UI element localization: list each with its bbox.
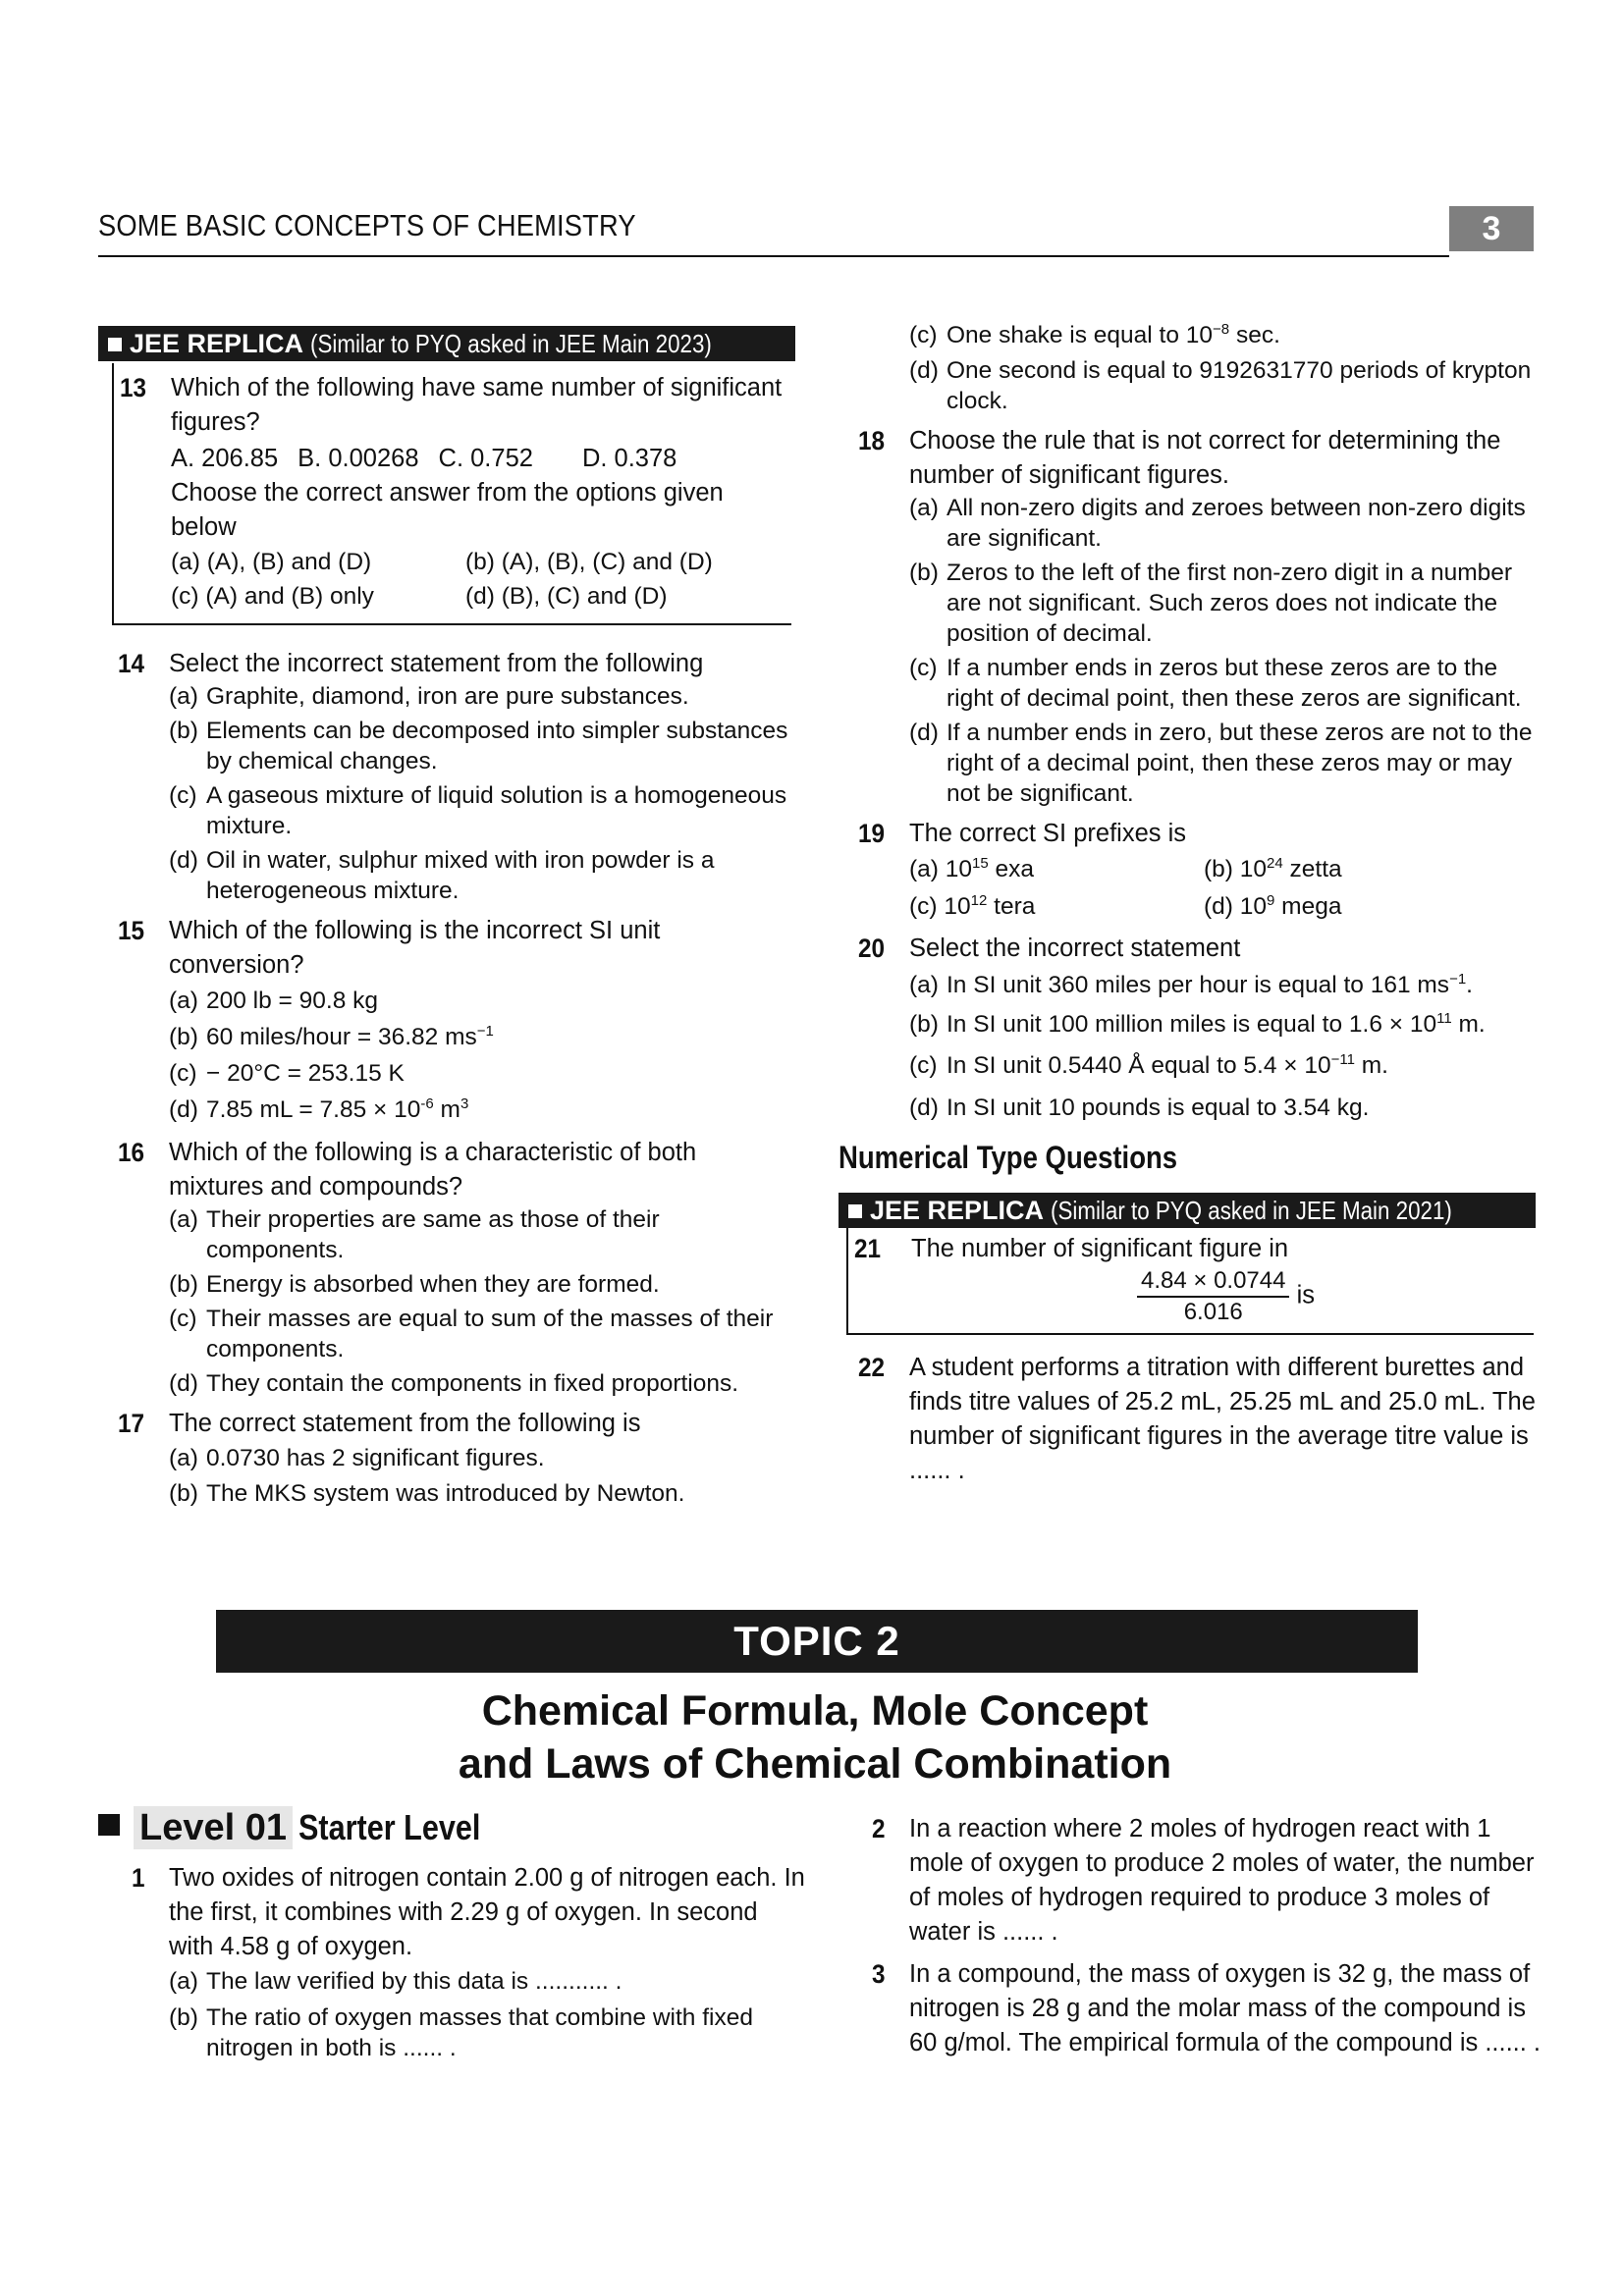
option: (b) 60 miles/hour = 36.82 $ms^{-1}$ xyxy=(169,1022,494,1050)
option: (a) $10^{15}$ exa xyxy=(909,854,1035,882)
question-text: Two oxides of nitrogen contain 2.00 g of nitrogen each. In the first, it combines with 2.29 g of oxygen. In second with 4.58 g of oxygen. xyxy=(169,1864,805,1960)
option: (c) One shake is equal to $10^{-8}$ sec. xyxy=(909,320,1280,348)
question-number: 19 xyxy=(858,819,886,848)
fraction-numerator: 4.84 × 0.0744 xyxy=(1137,1266,1289,1298)
question-text: The number of significant figure in xyxy=(911,1235,1289,1262)
jee-label: JEE REPLICA xyxy=(870,1196,1045,1225)
option-grid xyxy=(909,851,1545,888)
option: (a) Their properties are same as those of their components. xyxy=(169,1206,660,1263)
topic2-right-column xyxy=(839,1812,1545,2060)
option: (c) If a number ends in zeros but these zeros are to the right of decimal point, then these zeros are significant. xyxy=(909,655,1522,712)
square-bullet-icon xyxy=(108,338,122,351)
option: (a) 0.0730 has 2 significant figures. xyxy=(169,1445,545,1471)
option: (b) (A), (B), (C) and (D) xyxy=(465,549,713,575)
question-number: 20 xyxy=(858,934,886,963)
question-22 xyxy=(839,1351,1545,1488)
fraction-expression xyxy=(1137,1266,1534,1327)
option: (d) (B), (C) and (D) xyxy=(465,583,668,610)
option-grid xyxy=(171,579,791,614)
section-heading: Numerical Type Questions xyxy=(839,1140,1178,1175)
question-15 xyxy=(98,914,795,983)
question-number: 2 xyxy=(872,1814,886,1843)
option: (b) Zeros to the left of the first non-zero digit in a number are not significant. Such zeros does not indicate the position of decimal. xyxy=(909,560,1513,647)
option: (b) The ratio of oxygen masses that combine with fixed nitrogen in both is ...... . xyxy=(169,2004,753,2061)
question-3 xyxy=(839,1957,1545,2060)
question-20 xyxy=(839,932,1545,966)
option: (d) $10^9$ mega xyxy=(1204,891,1342,920)
question-18 xyxy=(839,424,1545,493)
question-text: Which of the following is the incorrect SI unit conversion? xyxy=(169,917,661,979)
choice: A. 206.85 xyxy=(171,445,279,472)
fraction-denominator: 6.016 xyxy=(1183,1299,1243,1325)
jee-subtitle: (Similar to PYQ asked in JEE Main 2021) xyxy=(1051,1196,1453,1225)
question-2 xyxy=(839,1812,1545,1949)
header-rule xyxy=(98,255,1449,257)
option: (d) They contain the components in fixed proportions. xyxy=(169,1370,739,1397)
question-number: 22 xyxy=(858,1353,886,1382)
option: (b) In SI unit 100 million miles is equal to $1.6 \times 10^{11}$ m. xyxy=(909,1009,1486,1038)
jee-subtitle: (Similar to PYQ asked in JEE Main 2023) xyxy=(310,329,713,358)
option: (a) (A), (B) and (D) xyxy=(171,549,372,575)
question-text: Select the incorrect statement from the following xyxy=(169,650,704,677)
question-17 xyxy=(98,1407,795,1441)
question-text: The correct SI prefixes is xyxy=(909,820,1187,847)
question-text: In a reaction where 2 moles of hydrogen react with 1 mole of oxygen to produce 2 moles of water, the number of moles of hydrogen required to produce 3 moles of water is ...... . xyxy=(909,1815,1535,1946)
jee-question-box xyxy=(112,363,791,625)
question-number: 21 xyxy=(854,1234,882,1263)
question-text: A student performs a titration with different burettes and finds titre values of 25.2 mL, 25.25 mL and 25.0 mL. The number of significant figures in the average titre value is ...... . xyxy=(909,1354,1536,1484)
question-text: In a compound, the mass of oxygen is 32 g, the mass of nitrogen is 28 g and the molar mass of the compound is 60 g/mol. The empirical formula of the compound is ...... . xyxy=(909,1960,1541,2056)
question-text: Which of the following have same number of significant figures? xyxy=(171,374,783,436)
level-heading xyxy=(98,1806,513,1849)
option: (b) Energy is absorbed when they are formed. xyxy=(169,1271,660,1298)
question-text: The correct statement from the following is xyxy=(169,1410,641,1437)
level-label: Starter Level xyxy=(298,1807,481,1847)
jee-label: JEE REPLICA xyxy=(130,329,304,358)
question-14 xyxy=(98,647,795,681)
option: (a) Graphite, diamond, iron are pure substances. xyxy=(169,683,689,710)
right-column xyxy=(839,320,1545,1488)
option: (a) In SI unit 360 miles per hour is equal to 161 $ms^{-1}$. xyxy=(909,970,1473,998)
option: (b) The MKS system was introduced by Newton. xyxy=(169,1480,685,1507)
jee-replica-banner xyxy=(98,326,795,361)
choice-row xyxy=(171,442,791,476)
question-suffix: is xyxy=(1296,1281,1315,1309)
option: (d) Oil in water, sulphur mixed with iron powder is a heterogeneous mixture. xyxy=(169,847,715,904)
option: (b) Elements can be decomposed into simpler substances by chemical changes. xyxy=(169,718,788,774)
topic-title-line1: Chemical Formula, Mole Concept xyxy=(481,1687,1149,1735)
question-number: 16 xyxy=(118,1138,145,1167)
topic-title-line2: and Laws of Chemical Combination xyxy=(458,1740,1172,1788)
question-1 xyxy=(98,1861,805,1964)
question-number: 13 xyxy=(120,373,147,402)
option: (b) $10^{24}$ zetta xyxy=(1204,854,1342,882)
square-bullet-icon xyxy=(848,1204,862,1218)
running-header: SOME BASIC CONCEPTS OF CHEMISTRY xyxy=(98,208,636,242)
question-13 xyxy=(114,371,791,545)
question-text: Which of the following is a characteristic of both mixtures and compounds? xyxy=(169,1139,697,1201)
option: (c) − 20°C = 253.15 K xyxy=(169,1060,405,1087)
option-grid xyxy=(909,888,1545,926)
option: (d) One second is equal to 9192631770 periods of krypton clock. xyxy=(909,357,1532,414)
choice: D. 0.378 xyxy=(581,445,677,472)
option: (c) In SI unit 0.5440 Å equal to $5.4 \times 10^{-11}$ m. xyxy=(909,1050,1388,1079)
question-19 xyxy=(839,817,1545,851)
question-text: Select the incorrect statement xyxy=(909,934,1241,962)
topic2-left-column xyxy=(98,1861,805,2063)
question-number: 14 xyxy=(118,649,145,678)
jee-question-box xyxy=(846,1228,1534,1335)
option: (d) 7.85 mL = $7.85 \times 10^{-6}$ $m^3$ xyxy=(169,1095,469,1123)
page-number: 3 xyxy=(1449,206,1534,251)
left-column xyxy=(98,326,795,1512)
question-number: 18 xyxy=(858,426,886,455)
level-name: Level 01 xyxy=(134,1806,293,1849)
question-text: Choose the rule that is not correct for determining the number of significant figures. xyxy=(909,427,1501,489)
question-number: 3 xyxy=(872,1959,886,1989)
option: (d) If a number ends in zero, but these zeros are not to the right of a decimal point, then these zeros may or may not be significant. xyxy=(909,720,1533,807)
option-grid xyxy=(171,545,791,579)
option: (c) A gaseous mixture of liquid solution is a homogeneous mixture. xyxy=(169,782,787,839)
question-prompt: Choose the correct answer from the options given below xyxy=(171,479,724,541)
option: (c) (A) and (B) only xyxy=(171,583,374,610)
jee-replica-banner xyxy=(839,1193,1536,1228)
option: (a) 200 lb = 90.8 kg xyxy=(169,988,379,1014)
question-21 xyxy=(848,1232,1534,1327)
question-16 xyxy=(98,1136,795,1204)
choice: C. 0.752 xyxy=(438,445,533,472)
option: (c) $10^{12}$ tera xyxy=(909,891,1036,920)
option: (a) The law verified by this data is ........... . xyxy=(169,1968,622,1995)
question-number: 15 xyxy=(118,916,145,945)
choice: B. 0.00268 xyxy=(298,445,419,472)
topic-banner: TOPIC 2 xyxy=(216,1610,1418,1673)
option: (c) Their masses are equal to sum of the masses of their components. xyxy=(169,1306,774,1362)
question-number: 1 xyxy=(132,1863,145,1893)
question-number: 17 xyxy=(118,1409,145,1438)
option: (d) In SI unit 10 pounds is equal to 3.54 kg. xyxy=(909,1095,1370,1121)
option: (a) All non-zero digits and zeroes between non-zero digits are significant. xyxy=(909,495,1526,552)
square-bullet-icon xyxy=(98,1814,120,1836)
